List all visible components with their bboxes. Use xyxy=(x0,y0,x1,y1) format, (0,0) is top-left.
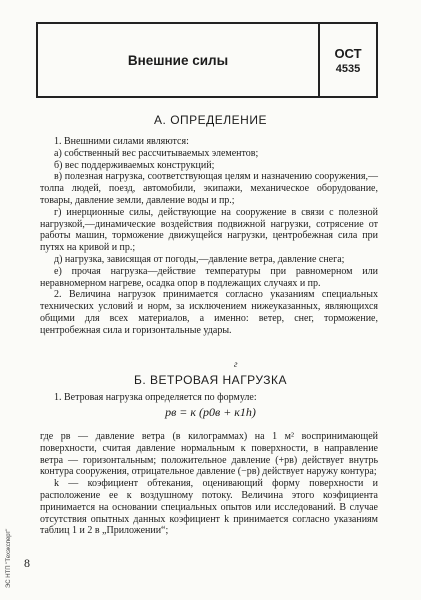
paragraph: 1. Внешними силами являются: xyxy=(54,136,189,147)
document-header xyxy=(36,22,378,98)
wind-formula: pв = к (p0в + к1h) xyxy=(165,405,256,419)
paragraph: 1. Ветровая нагрузка определяется по формуле: xyxy=(54,392,257,403)
standard-label: ОСТ xyxy=(334,45,362,61)
paragraph: k — коэфициент обтекания, оценивающий форму поверхности и расположение ее к воздушному потоку. Величина этого коэфициента принимается на основании специальных опытов или исследований. В случае отсутствия опытных данных коэфициент k принимается согласно указаниям таблиц 1 и 2 в „Приложении“; xyxy=(40,478,378,537)
standard-number: 4535 xyxy=(335,62,361,75)
paragraph: г) инерционные силы, действующие на сооружение в связи с полезной нагрузкой,—динамические воздействия подвижной нагрузки, сотрясение от работы машин, торможение движущейся нагрузки, центробежная сила при путях на кривой и пр.; xyxy=(40,206,378,254)
section-b-heading: Б. ВЕТРОВАЯ НАГРУЗКА xyxy=(133,373,288,387)
paragraph: где pв — давление ветра (в килограммах) на 1 м² воспринимающей поверхности, считая давление нормальным к поверхности, в направление ветра — горизонтальным; положительное давление (+pв) действует внутрь контура сооружения, отрицательное давление (−pв) действует наружу контура; xyxy=(40,431,378,478)
side-watermark: ЭС НТП "Техэксперт" xyxy=(6,528,12,588)
paragraph: е) прочая нагрузка—действие температуры при равномерном или неравномерном нагреве, осадка опор в подлежащих случаях и пр. xyxy=(40,265,378,289)
paragraph: д) нагрузка, зависящая от погоды,—давление ветра, давление снега; xyxy=(54,253,345,265)
section-b-body xyxy=(40,431,378,537)
section-b-intro xyxy=(40,392,378,404)
paragraph: 2. Величина нагрузок принимается согласно указаниям специальных технических условий и норм, за исключением нижеуказанных, являющихся общими для всех материалов, а именно: ветер, снег, торможение, центробежная сила и горизонтальные удары. xyxy=(40,289,378,336)
section-a-body xyxy=(40,136,378,337)
document-title: Внешние силы xyxy=(127,52,229,68)
section-a-heading: А. ОПРЕДЕЛЕНИЕ xyxy=(154,113,267,127)
paragraph: а) собственный вес рассчитываемых элементов; xyxy=(54,147,259,159)
page-mark: г xyxy=(234,359,238,369)
page-number: 8 xyxy=(24,556,30,570)
paragraph: в) полезная нагрузка, соответствующая целям и назначению сооружения,—толпа людей, поезд, автомобили, экипажи, механическое оборудование, товары, давление земли, давление воды и пр.; xyxy=(40,171,378,206)
standard-code xyxy=(318,24,376,96)
paragraph: б) вес поддерживаемых конструкций; xyxy=(54,159,215,171)
